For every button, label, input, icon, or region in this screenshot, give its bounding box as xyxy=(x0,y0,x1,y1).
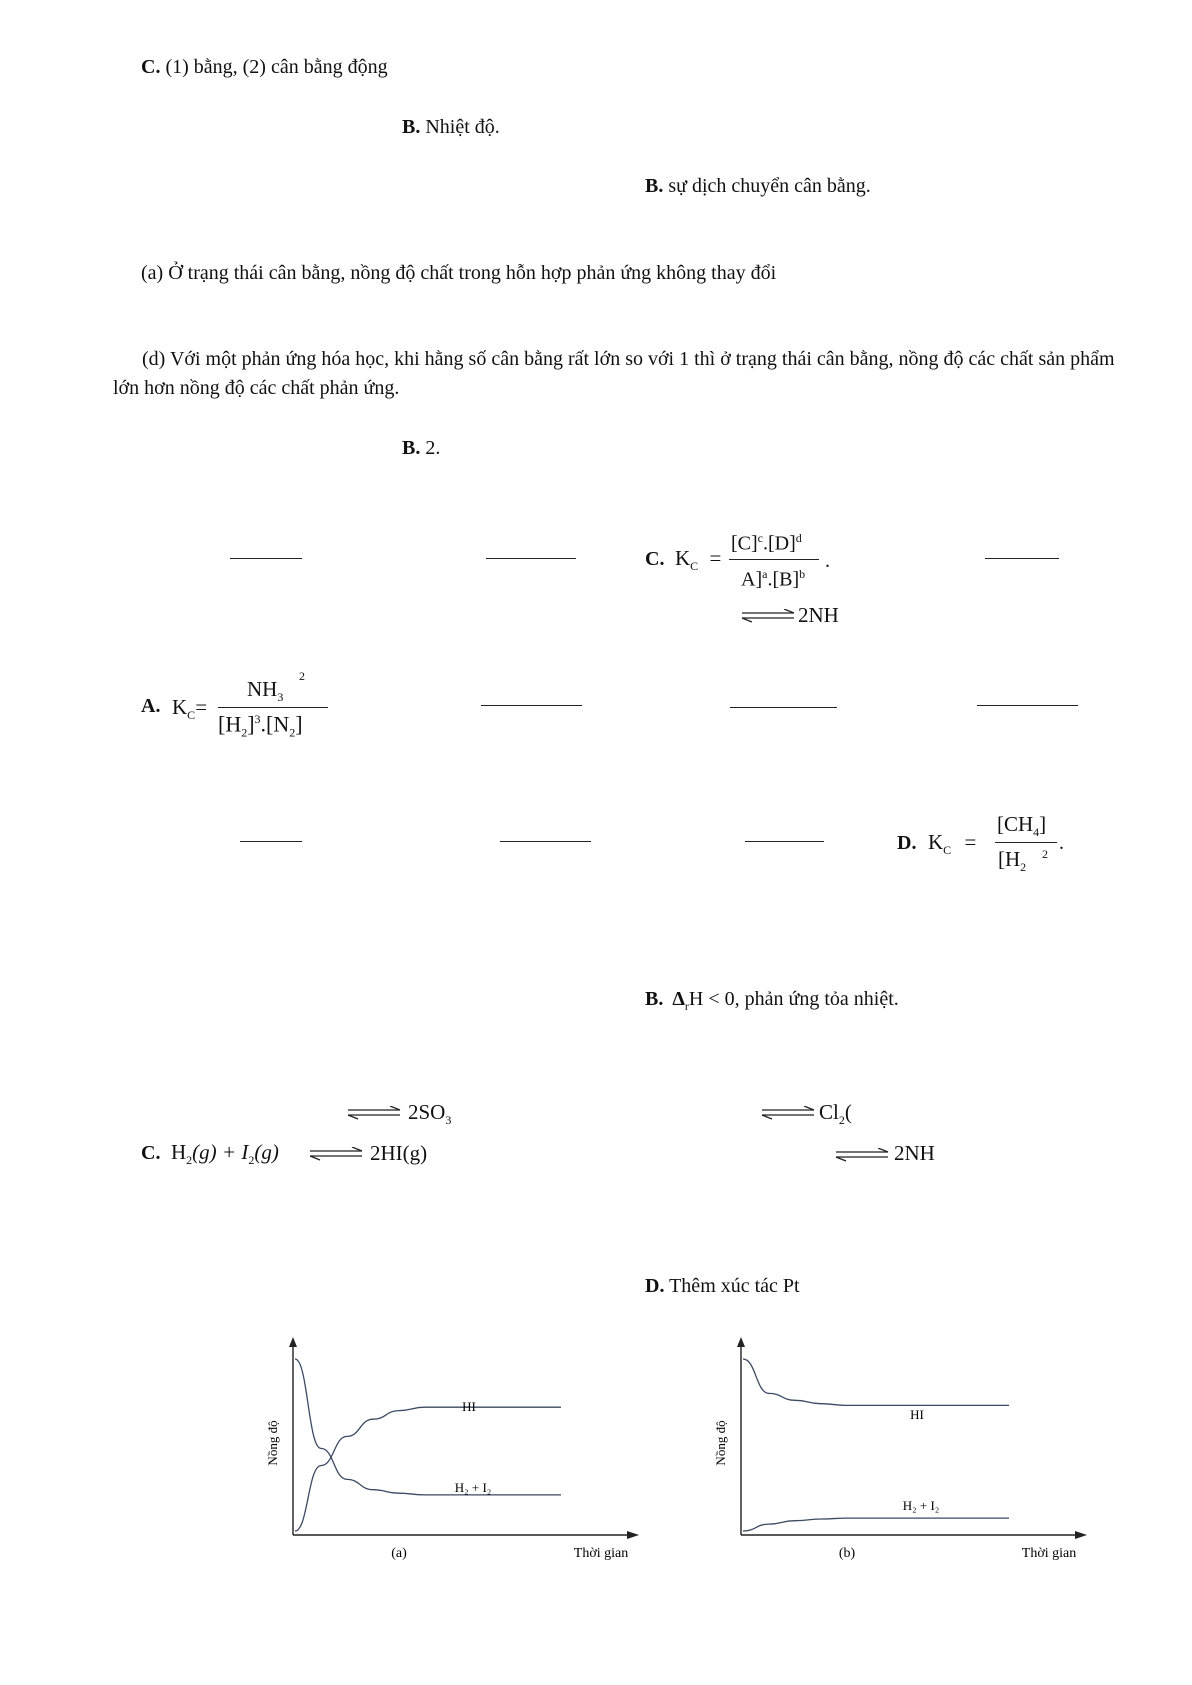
delta-symbol: Δ xyxy=(672,988,685,1010)
fraction-bar xyxy=(218,707,328,708)
answer-blank xyxy=(481,705,582,706)
option-label: C. xyxy=(141,56,161,78)
option-label: A. xyxy=(141,695,161,717)
x-axis-arrow-icon xyxy=(627,1531,639,1539)
series-label-hi: HI xyxy=(462,1399,476,1414)
option-label: B. xyxy=(645,175,664,197)
answer-blank xyxy=(745,841,824,842)
option-text: H < 0, phản ứng tỏa nhiệt. xyxy=(688,988,899,1010)
option-text: Thêm xúc tác Pt xyxy=(669,1275,800,1297)
series-line-h2-i2 xyxy=(743,1518,1009,1531)
answer-b-temperature xyxy=(402,117,500,137)
reactants-text: $H_2(g) + I_2(g)$ xyxy=(171,1140,279,1168)
statement-d: (d) Với một phản ứng hóa học, khi hằng số cân bằng rất lớn so với 1 thì ở trạng thái cân bằng, nồng độ các chất sản phẩm lớn hơn nồng độ các chất phản ứng. xyxy=(113,348,1115,399)
series-line-hi xyxy=(743,1359,1009,1405)
answer-d-catalyst xyxy=(645,1276,800,1296)
option-label: B. xyxy=(402,116,421,138)
option-label: B. xyxy=(645,988,664,1010)
y-axis-arrow-icon xyxy=(737,1337,745,1347)
product-text: $2SO_3$ xyxy=(408,1100,452,1128)
option-label: D. xyxy=(645,1275,665,1297)
equilibrium-arrow-icon xyxy=(308,1147,364,1161)
fraction-bar xyxy=(995,842,1057,843)
kc-symbol: $K_C$ = xyxy=(675,546,722,574)
denominator-exponent: 2 xyxy=(1042,847,1048,861)
equilibrium-arrow-icon xyxy=(740,609,796,623)
kc-numerator: $[C]^c.[D]^d$ xyxy=(731,531,802,555)
y-axis-label: Nồng độ xyxy=(265,1420,280,1466)
formula-period: . xyxy=(825,550,830,572)
chart-caption: (a) xyxy=(391,1546,407,1561)
option-label: C. xyxy=(645,548,665,570)
series-line-hi xyxy=(295,1407,561,1531)
option-text: sự dịch chuyển cân bằng. xyxy=(668,175,871,197)
product-text: 2NH xyxy=(894,1141,935,1165)
product-text: 2HI(g) xyxy=(370,1141,428,1165)
answer-blank xyxy=(985,558,1059,559)
option-text: 2. xyxy=(425,437,441,459)
series-label-hi: HI xyxy=(910,1407,924,1422)
answer-blank xyxy=(730,707,837,708)
option-label: B. xyxy=(402,437,421,459)
kc-numerator: $NH_3$ xyxy=(247,677,284,705)
x-axis-label: Thời gian xyxy=(573,1546,629,1561)
kc-denominator: $A]^a.[B]^b$ xyxy=(741,567,806,591)
product-text: $Cl_2$( xyxy=(819,1100,852,1128)
kc-symbol: $K_C$ = xyxy=(928,830,977,858)
option-text: (1) bằng, (2) cân bằng động xyxy=(165,56,388,78)
y-axis-label: Nồng độ xyxy=(713,1420,728,1466)
option-text: Nhiệt độ. xyxy=(425,116,500,138)
chart-a xyxy=(255,1335,645,1570)
answer-blank xyxy=(500,841,591,842)
option-label: D. xyxy=(897,832,917,854)
answer-blank xyxy=(230,558,302,559)
product-text: 2NH xyxy=(798,603,839,627)
kc-symbol: $K_C=$ xyxy=(172,695,208,723)
answer-blank xyxy=(240,841,302,842)
equilibrium-arrow-icon xyxy=(346,1106,402,1120)
y-axis-arrow-icon xyxy=(289,1337,297,1347)
answer-b-two xyxy=(402,438,440,458)
series-line-h2-i2 xyxy=(295,1359,561,1495)
numerator-exponent: 2 xyxy=(299,669,305,683)
series-label-h2-i2: H₂ + I₂ xyxy=(902,1498,940,1513)
chart-b xyxy=(703,1335,1093,1570)
chart-caption: (b) xyxy=(838,1546,856,1561)
answer-blank xyxy=(486,558,576,559)
answer-c-equilibrium xyxy=(141,57,388,77)
x-axis-label: Thời gian xyxy=(1021,1546,1077,1561)
statement-a: (a) Ở trạng thái cân bằng, nồng độ chất trong hỗn hợp phản ứng không thay đổi xyxy=(141,262,777,284)
answer-b-shift xyxy=(645,176,871,196)
formula-period: . xyxy=(1059,832,1064,854)
kc-numerator: $[CH_4]$ xyxy=(997,812,1047,840)
equilibrium-arrow-icon xyxy=(760,1106,816,1120)
fraction-bar xyxy=(729,559,819,560)
option-label: C. xyxy=(141,1142,161,1164)
kc-denominator: $[H_2]^3.[N_2]$ xyxy=(218,711,303,740)
series-label-h2-i2: H₂ + I₂ xyxy=(454,1480,492,1495)
kc-denominator: [$H_2$ xyxy=(998,847,1027,875)
x-axis-arrow-icon xyxy=(1075,1531,1087,1539)
answer-blank xyxy=(977,705,1078,706)
equilibrium-arrow-icon xyxy=(834,1148,890,1162)
answer-b-enthalpy: B. $\Delta_rH < 0$, phản ứng tỏa nhiệt. xyxy=(645,988,899,1013)
